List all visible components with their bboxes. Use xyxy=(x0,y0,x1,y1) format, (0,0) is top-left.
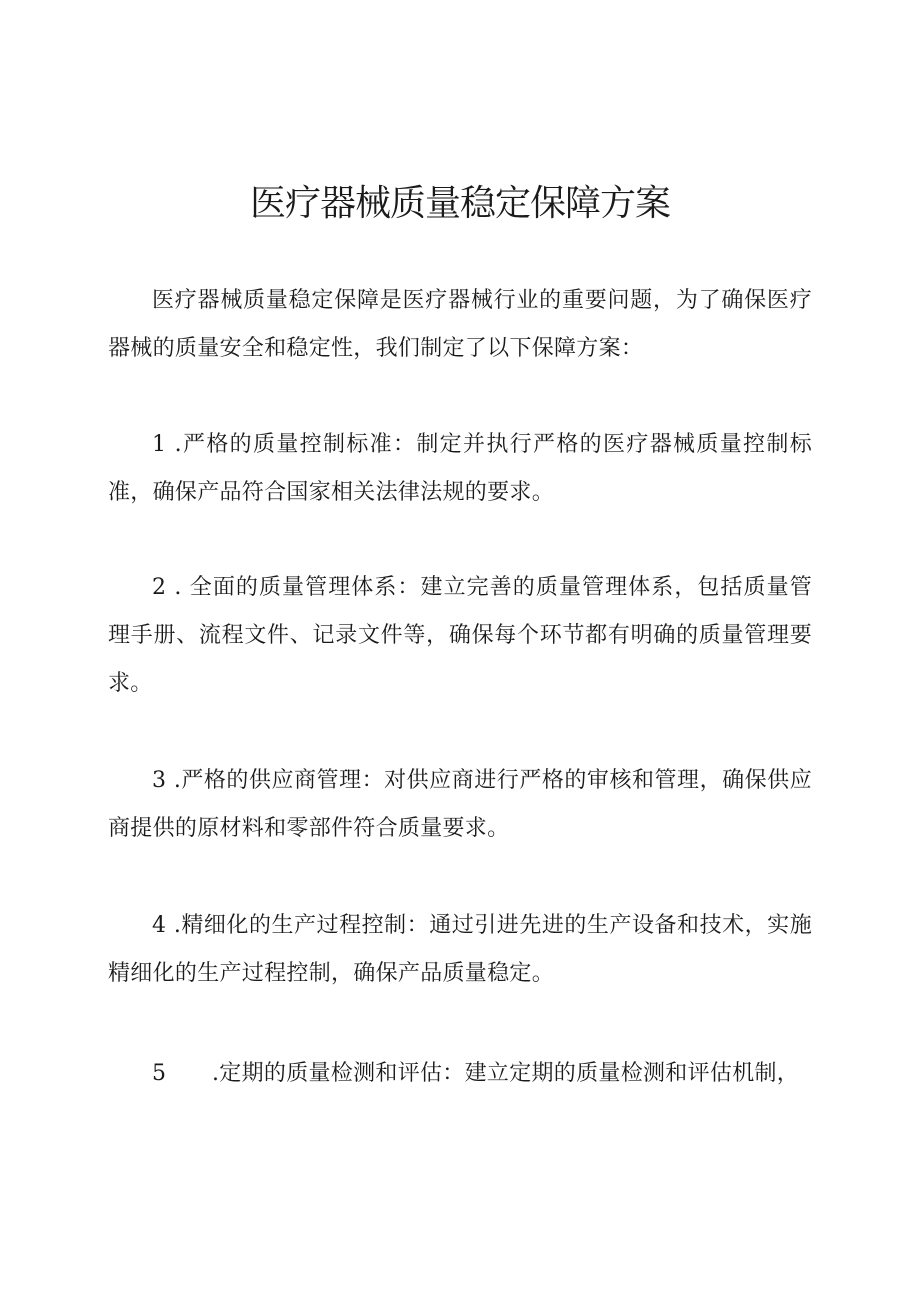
item-number: 3 xyxy=(152,768,167,793)
item-text: .定期的质量检测和评估：建立定期的质量检测和评估机制， xyxy=(212,1061,800,1086)
list-item-2 xyxy=(108,564,812,708)
list-item-4 xyxy=(108,902,812,998)
item-text: . 全面的质量管理体系：建立完善的质量管理体系，包括质量管理手册、流程文件、记录文件等，确保每个环节都有明确的质量管理要求。 xyxy=(108,575,812,696)
item-number: 5 xyxy=(152,1061,167,1086)
item-text: .严格的质量控制标准：制定并执行严格的医疗器械质量控制标准，确保产品符合国家相关法律法规的要求。 xyxy=(108,432,813,505)
item-number: 1 xyxy=(152,432,167,457)
item-number: 4 xyxy=(152,913,167,938)
list-item-3 xyxy=(108,757,812,853)
item-number: 2 xyxy=(152,575,167,600)
document-title: 医疗器械质量稳定保障方案 xyxy=(249,183,670,224)
item-text: .严格的供应商管理：对供应商进行严格的审核和管理，确保供应商提供的原材料和零部件符合质量要求。 xyxy=(108,768,812,841)
intro-paragraph: 医疗器械质量稳定保障是医疗器械行业的重要问题，为了确保医疗器械的质量安全和稳定性，我们制定了以下保障方案： xyxy=(108,288,812,361)
item-text: .精细化的生产过程控制：通过引进先进的生产设备和技术，实施精细化的生产过程控制，确保产品质量稳定。 xyxy=(108,913,812,986)
list-item-5 xyxy=(108,1050,812,1098)
list-item-1 xyxy=(108,421,812,517)
